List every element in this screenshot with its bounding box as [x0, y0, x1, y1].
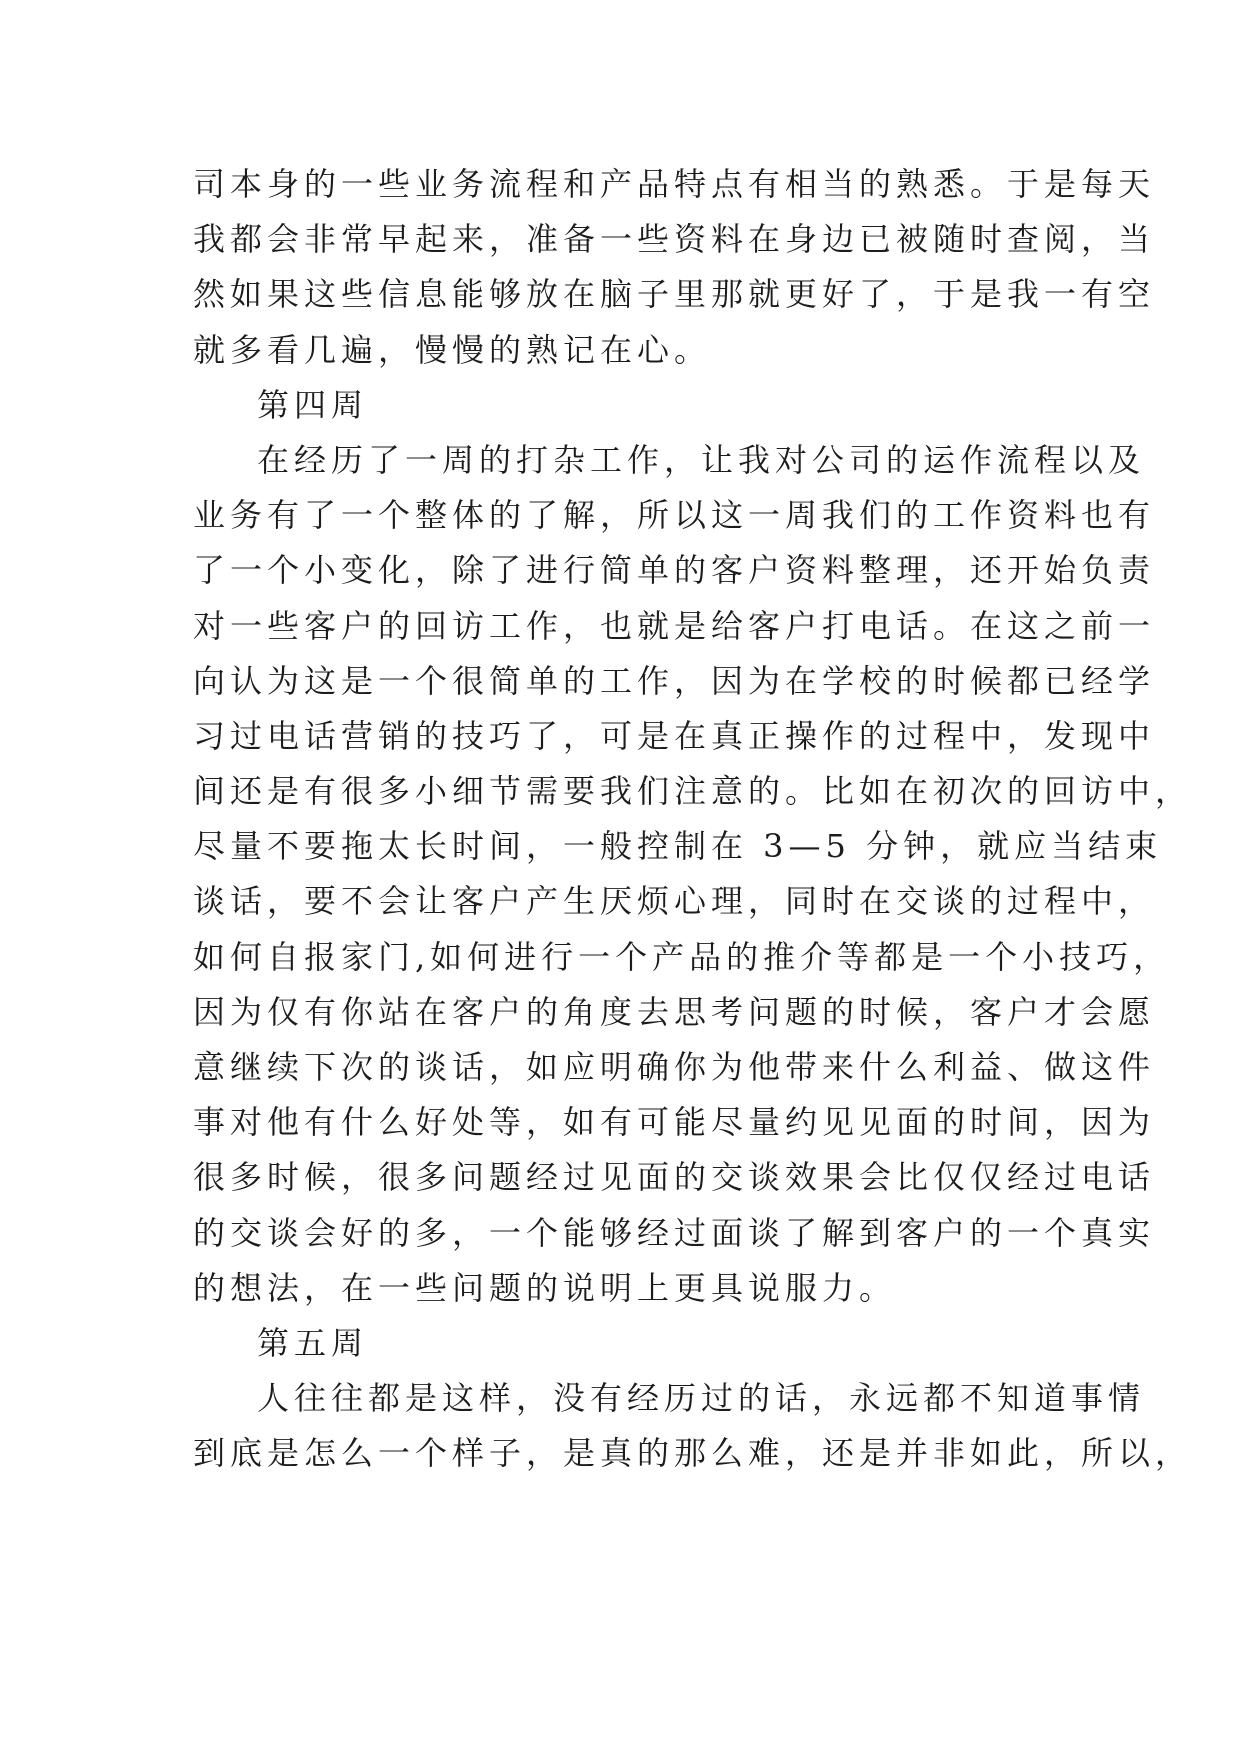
paragraph-line: 如何自报家门,如何进行一个产品的推介等都是一个小技巧， [193, 937, 1171, 976]
paragraph-line: 然如果这些信息能够放在脑子里那就更好了，于是我一有空 [193, 275, 1156, 314]
section-heading-week5: 第五周 [257, 1323, 369, 1362]
paragraph-line: 很多时候，很多问题经过见面的交谈效果会比仅仅经过电话 [193, 1158, 1156, 1197]
paragraph-line: 司本身的一些业务流程和产品特点有相当的熟悉。于是每天 [193, 165, 1156, 203]
paragraph-line: 谈话，要不会让客户产生厌烦心理，同时在交谈的过程中， [193, 882, 1156, 921]
paragraph-line: 在经历了一周的打杂工作，让我对公司的运作流程以及 [257, 440, 1146, 479]
paragraph-line: 到底是怎么一个样子，是真的那么难，还是并非如此，所以， [193, 1434, 1193, 1473]
paragraph-line: 因为仅有你站在客户的角度去思考问题的时候，客户才会愿 [193, 992, 1156, 1031]
paragraph-line: 了一个小变化，除了进行简单的客户资料整理，还开始负责 [193, 551, 1156, 590]
paragraph-line: 习过电话营销的技巧了，可是在真正操作的过程中，发现中 [193, 716, 1156, 755]
paragraph-line: 对一些客户的回访工作，也就是给客户打电话。在这之前一 [193, 606, 1156, 645]
paragraph-line: 业务有了一个整体的了解，所以这一周我们的工作资料也有 [193, 496, 1156, 535]
paragraph-line: 的交谈会好的多，一个能够经过面谈了解到客户的一个真实 [193, 1213, 1156, 1252]
paragraph-line: 就多看几遍，慢慢的熟记在心。 [193, 330, 712, 369]
section-heading-week4: 第四周 [257, 385, 369, 424]
body-text [193, 157, 1193, 1482]
paragraph-line: 尽量不要拖太长时间，一般控制在 3—5 分钟，就应当结束 [193, 827, 1163, 866]
paragraph-line: 我都会非常早起来，准备一些资料在身边已被随时查阅，当 [193, 220, 1156, 259]
paragraph-line: 的想法，在一些问题的说明上更具说服力。 [193, 1268, 897, 1307]
paragraph-line: 向认为这是一个很简单的工作，因为在学校的时候都已经学 [193, 661, 1156, 700]
paragraph-line: 事对他有什么好处等，如有可能尽量约见见面的时间，因为 [193, 1103, 1156, 1142]
paragraph-line: 意继续下次的谈话，如应明确你为他带来什么利益、做这件 [193, 1048, 1156, 1086]
paragraph-line: 人往往都是这样，没有经历过的话，永远都不知道事情 [257, 1379, 1146, 1418]
paragraph-line: 间还是有很多小细节需要我们注意的。比如在初次的回访中， [193, 772, 1193, 811]
